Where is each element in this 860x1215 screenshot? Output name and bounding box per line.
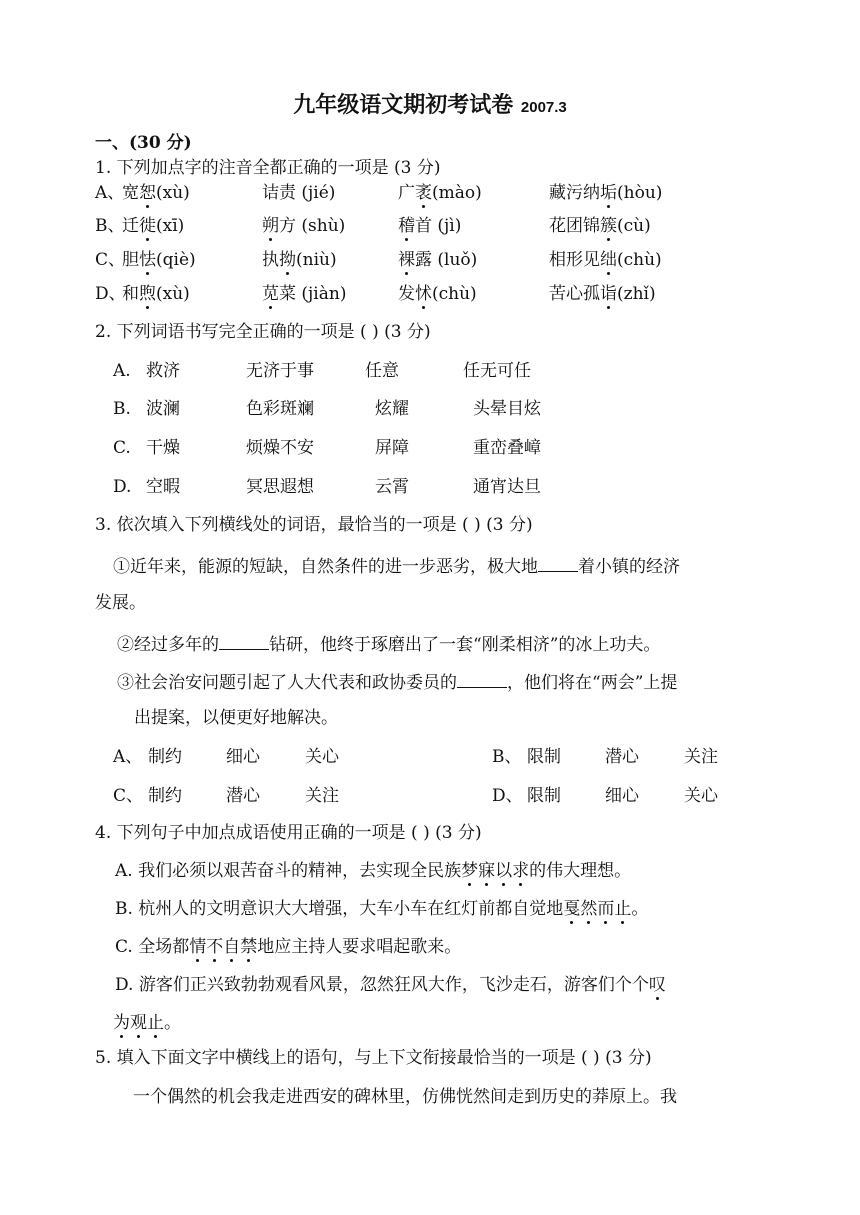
option-word: 限制	[527, 747, 561, 767]
pinyin-item	[262, 182, 335, 204]
answer-blank	[457, 669, 507, 688]
option-word: 无济于事	[246, 361, 314, 381]
item-pinyin: 菜 (jiàn)	[279, 284, 347, 304]
item-pinyin: 首 (jì)	[415, 216, 462, 236]
option-word: 头晕目炫	[473, 399, 541, 419]
q4-stem: 4. 下列句子中加点成语使用正确的一项是 ( ) (3 分)	[95, 823, 482, 843]
item-text: 胆	[122, 250, 139, 270]
emphasis-char: 垢	[600, 183, 617, 203]
option-letter: A、	[113, 747, 143, 767]
emphasis-char: 裸	[398, 250, 415, 270]
q1-stem: 1. 下列加点字的注音全都正确的一项是 (3 分)	[95, 158, 441, 178]
emphasis-char: 寐	[478, 861, 496, 881]
emphasis-char: 苋	[262, 284, 279, 304]
option-word: 潜心	[605, 747, 639, 767]
emphasis-char: 以	[495, 861, 513, 881]
item-pinyin: (chù)	[432, 284, 477, 304]
q4-d-idiom-end	[113, 1013, 164, 1033]
item-text: 发	[398, 284, 415, 304]
option-word: 波澜	[146, 399, 180, 419]
option-word: 屏障	[375, 438, 409, 458]
option-word: 烦燥不安	[246, 438, 314, 458]
option-word: 潜心	[226, 786, 260, 806]
option-letter: B、	[95, 216, 125, 236]
option-letter: C.	[113, 438, 131, 458]
option-word: 关心	[305, 747, 339, 767]
option-word: 云霄	[375, 477, 409, 497]
exam-title	[0, 88, 860, 119]
q5-stem: 5. 填入下面文字中横线上的语句，与上下文衔接最恰当的一项是 ( ) (3 分)	[95, 1048, 652, 1068]
q5-passage: 一个偶然的机会我走进西安的碑林里，仿佛恍然间走到历史的莽原上。我	[133, 1087, 677, 1107]
q4-b-text: B. 杭州人的文明意识大大增强，大车小车在红灯前都自觉地	[115, 899, 564, 919]
emphasis-char: 煦	[139, 284, 156, 304]
option-word: 通宵达旦	[473, 477, 541, 497]
q4-d-text-end: 。	[164, 1013, 181, 1033]
q4-d-text: D. 游客们正兴致勃勃观看风景，忽然狂风大作，飞沙走石，游客们个个	[115, 975, 649, 995]
item-pinyin: (zhǐ)	[617, 284, 656, 304]
emphasis-char: 观	[130, 1013, 147, 1033]
q3-s3-part-a: ③社会治安问题引起了人大代表和政协委员的	[117, 673, 457, 693]
option-word: 炫耀	[375, 399, 409, 419]
item-text: 相形见	[549, 250, 600, 270]
item-text: 藏污纳	[549, 183, 600, 203]
item-text: 和	[122, 284, 139, 304]
answer-blank	[219, 631, 269, 650]
section-heading: 一、(30 分)	[95, 133, 192, 153]
pinyin-item	[262, 249, 337, 271]
option-word: 冥思遐想	[246, 477, 314, 497]
emphasis-char: 梦	[461, 861, 479, 881]
option-word: 制约	[148, 786, 182, 806]
pinyin-item	[122, 182, 190, 204]
q3-stem: 3. 依次填入下列横线处的词语，最恰当的一项是 ( ) (3 分)	[95, 515, 533, 535]
q4-option-b	[115, 898, 648, 920]
emphasis-char: 而	[597, 899, 615, 919]
pinyin-item	[262, 283, 346, 305]
q3-s3-part-b: ，他们将在“两会”上提	[507, 673, 678, 693]
emphasis-char: 稽	[398, 216, 415, 236]
q4-option-d	[115, 974, 666, 996]
option-letter: B.	[113, 399, 131, 419]
item-text: 广	[398, 183, 415, 203]
item-pinyin: 露 (luǒ)	[415, 250, 478, 270]
q4-a-idiom	[461, 861, 529, 881]
option-word: 任无可任	[463, 361, 531, 381]
item-pinyin: 方 (shù)	[279, 216, 346, 236]
q4-b-idiom	[563, 899, 631, 919]
option-letter: D、	[95, 284, 126, 304]
item-pinyin: (chù)	[617, 250, 662, 270]
item-pinyin: (hòu)	[617, 183, 663, 203]
pinyin-item	[549, 215, 651, 237]
pinyin-item	[122, 249, 196, 271]
option-letter: D、	[492, 786, 523, 806]
emphasis-char: 求	[512, 861, 530, 881]
emphasis-char: 怯	[139, 250, 156, 270]
item-text: 花团锦	[549, 216, 600, 236]
q4-option-c	[115, 936, 461, 958]
option-letter: A.	[113, 361, 131, 381]
option-word: 限制	[527, 786, 561, 806]
item-text: 诘	[262, 183, 279, 203]
q4-a-text: A. 我们必须以艰苦奋斗的精神，去实现全民族	[115, 861, 462, 881]
q3-s2-part-b: 钻研，他终于琢磨出了一套“刚柔相济”的冰上功夫。	[269, 635, 661, 655]
emphasis-char: 朔	[262, 216, 279, 236]
pinyin-item	[398, 182, 482, 204]
item-pinyin: (cù)	[617, 216, 651, 236]
q4-option-a	[115, 860, 631, 882]
q3-s1-part-a: ①近年来，能源的短缺，自然条件的进一步恶劣，极大地	[113, 557, 538, 577]
q4-c-idiom	[189, 937, 257, 957]
q4-c-text: C. 全场都	[115, 937, 190, 957]
pinyin-item	[262, 215, 345, 237]
item-pinyin: (xù)	[156, 183, 190, 203]
pinyin-item	[398, 283, 477, 305]
item-pinyin: (xī)	[156, 216, 185, 236]
option-word: 干燥	[146, 438, 180, 458]
emphasis-char: 止	[614, 899, 632, 919]
option-word: 空暇	[146, 477, 180, 497]
q2-stem: 2. 下列词语书写完全正确的一项是 ( ) (3 分)	[95, 322, 431, 342]
q3-s3-continued: 出提案，以便更好地解决。	[134, 708, 338, 728]
q3-s2-part-a: ②经过多年的	[117, 635, 219, 655]
pinyin-item	[122, 215, 184, 237]
option-word: 色彩斑斓	[246, 399, 314, 419]
item-text: 宽	[122, 183, 139, 203]
option-word: 救济	[146, 361, 180, 381]
option-word: 重峦叠嶂	[473, 438, 541, 458]
pinyin-item	[549, 283, 656, 305]
pinyin-item	[398, 215, 461, 237]
q3-sentence-1	[113, 553, 680, 578]
emphasis-char: 不	[206, 937, 224, 957]
emphasis-char: 诣	[600, 284, 617, 304]
q4-c-text-end: 地应主持人要求唱起歌来。	[257, 937, 462, 957]
emphasis-char: 徙	[139, 216, 156, 236]
q4-option-d-continued	[113, 1012, 181, 1034]
option-word: 关心	[684, 786, 718, 806]
option-word: 细心	[605, 786, 639, 806]
emphasis-char: 为	[113, 1013, 130, 1033]
answer-blank	[538, 553, 578, 572]
emphasis-char: 拗	[279, 250, 296, 270]
emphasis-char: 恕	[139, 183, 156, 203]
q4-d-idiom-start	[649, 975, 666, 995]
emphasis-char: 止	[147, 1013, 164, 1033]
item-pinyin: (mào)	[432, 183, 482, 203]
pinyin-item	[122, 283, 190, 305]
q3-s1-part-b: 着小镇的经济	[578, 557, 680, 577]
option-letter: B、	[492, 747, 522, 767]
item-text: 迁	[122, 216, 139, 236]
q3-sentence-3	[117, 669, 677, 694]
option-letter: C、	[95, 250, 126, 270]
emphasis-char: 叹	[648, 975, 666, 995]
emphasis-char: 情	[189, 937, 207, 957]
title-main: 九年级语文期初考试卷	[293, 92, 514, 118]
pinyin-item	[549, 182, 662, 204]
item-text: 执	[262, 250, 279, 270]
option-letter: D.	[113, 477, 132, 497]
title-date: 2007.3	[520, 99, 567, 116]
emphasis-char: 簇	[600, 216, 617, 236]
emphasis-char: 戛	[563, 899, 581, 919]
item-pinyin: 责 (jié)	[279, 183, 336, 203]
emphasis-char: 绌	[600, 250, 617, 270]
q4-b-text-end: 。	[631, 899, 649, 919]
option-word: 任意	[365, 361, 399, 381]
option-letter: A、	[95, 183, 125, 203]
option-word: 关注	[684, 747, 718, 767]
option-letter: C、	[113, 786, 144, 806]
emphasis-char: 袤	[415, 183, 432, 203]
emphasis-char: 禁	[240, 937, 258, 957]
emphasis-char: 然	[580, 899, 598, 919]
item-pinyin: (niù)	[296, 250, 337, 270]
item-pinyin: (xù)	[156, 284, 190, 304]
q4-a-text-end: 的伟大理想。	[529, 861, 632, 881]
emphasis-char: 怵	[415, 284, 432, 304]
q3-sentence-2	[117, 631, 660, 656]
pinyin-item	[549, 249, 662, 271]
q3-s1-continued: 发展。	[95, 593, 146, 613]
emphasis-char: 自	[223, 937, 241, 957]
option-word: 制约	[148, 747, 182, 767]
option-word: 细心	[226, 747, 260, 767]
item-text: 苦心孤	[549, 284, 600, 304]
option-word: 关注	[305, 786, 339, 806]
pinyin-item	[398, 249, 477, 271]
item-pinyin: (qiè)	[156, 250, 196, 270]
